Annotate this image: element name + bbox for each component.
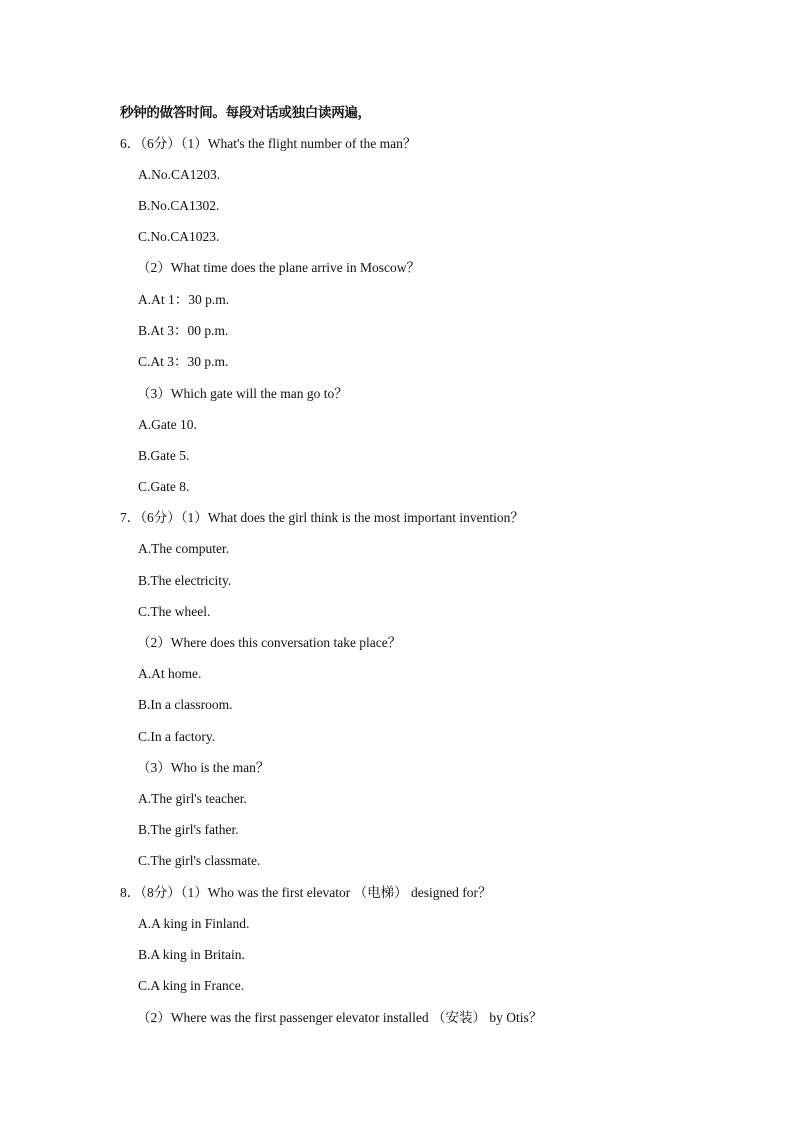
q6-1-option-b: B.No.CA1302. (138, 198, 220, 213)
q7-2-option-a: A.At home. (138, 666, 202, 681)
q7-2-option-c: C.In a factory. (138, 729, 216, 744)
q6-3-stem: （3）Which gate will the man go to？ (137, 386, 348, 401)
q7-1-option-c: C.The wheel. (138, 604, 211, 619)
q8-1-option-b: B.A king in Britain. (138, 947, 245, 962)
q6-3-option-c: C.Gate 8. (138, 479, 190, 494)
q6-3-option-b: B.Gate 5. (138, 448, 190, 463)
question-6-stem: 6．（6分）（1）What's the flight number of the man？ (120, 136, 417, 151)
q6-3-option-a: A.Gate 10. (138, 417, 197, 432)
q8-1-option-c: C.A king in France. (138, 978, 245, 993)
q6-2-option-a: A.At 1：30 p.m. (138, 292, 230, 307)
q7-2-stem: （2）Where does this conversation take place？ (137, 635, 402, 650)
question-7-stem: 7．（6分）（1）What does the girl think is the most important invention？ (120, 510, 524, 525)
q8-2-stem: （2）Where was the first passenger elevator installed （安装） by Otis？ (137, 1010, 543, 1025)
q7-1-option-a: A.The computer. (138, 541, 230, 556)
question-8-stem: 8．（8分）（1）Who was the first elevator （电梯） designed for？ (120, 885, 492, 900)
q6-1-option-c: C.No.CA1023. (138, 229, 220, 244)
q7-3-option-b: B.The girl's father. (138, 822, 239, 837)
q6-2-option-c: C.At 3：30 p.m. (138, 354, 229, 369)
q6-2-stem: （2）What time does the plane arrive in Moscow？ (137, 260, 421, 275)
q6-1-option-a: A.No.CA1203. (138, 167, 221, 182)
q7-3-stem: （3）Who is the man？ (137, 760, 270, 775)
q7-3-option-c: C.The girl's classmate. (138, 853, 261, 868)
section-instruction: 秒钟的做答时间。每段对话或独白读两遍， (120, 105, 371, 121)
q7-1-option-b: B.The electricity. (138, 573, 232, 588)
q7-2-option-b: B.In a classroom. (138, 697, 233, 712)
q7-3-option-a: A.The girl's teacher. (138, 791, 247, 806)
q6-2-option-b: B.At 3：00 p.m. (138, 323, 229, 338)
q8-1-option-a: A.A king in Finland. (138, 916, 250, 931)
